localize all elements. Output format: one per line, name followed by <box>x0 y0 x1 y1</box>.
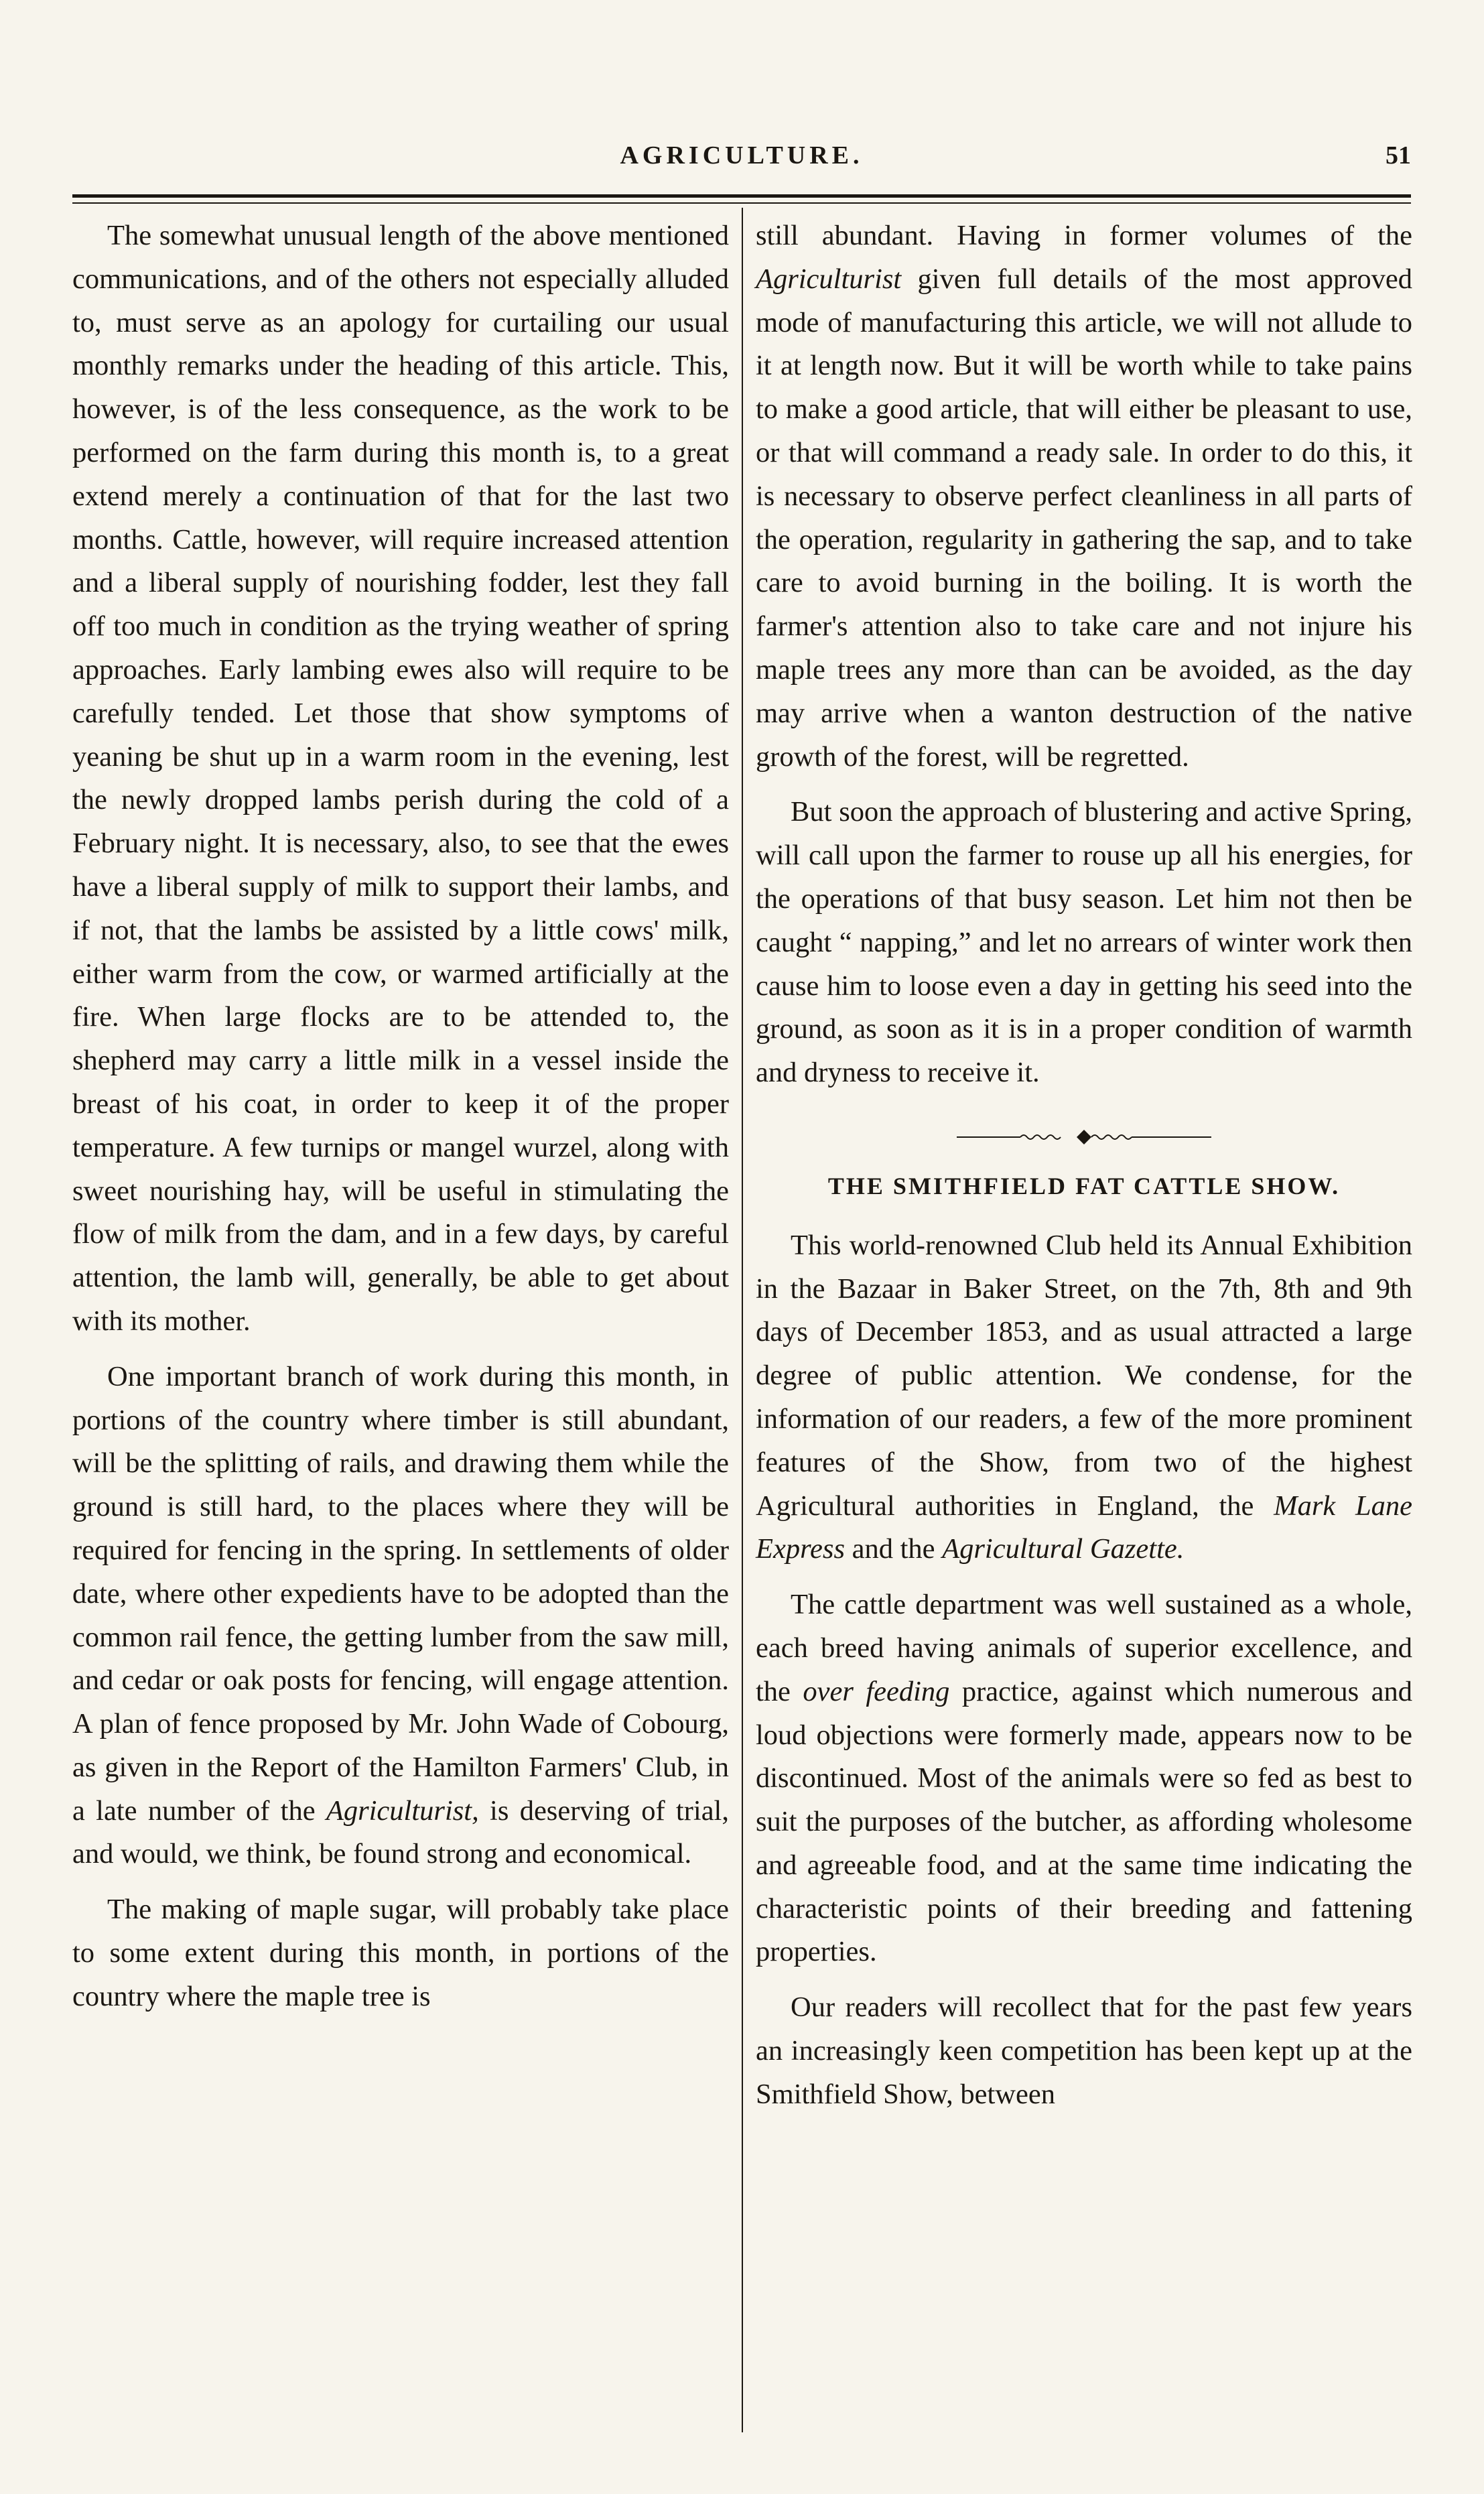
paragraph-livestock-care: The somewhat unusual length of the above mentioned communications, and of the others not especially alluded to, must serve as an apology for curtailing our usual monthly remarks under the heading of this article. This, however, is of the less consequence, as the work to be performed on the farm during this month is, to a great extend merely a continuation of that for the last two months. Cattle, however, will require increased attention and a liberal supply of nourishing fodder, lest they fall off too much in condition as the trying weather of spring approaches. Early lambing ewes also will require to be carefully tended. Let those that show symptoms of yeaning be shut up in a warm room in the evening, lest the newly dropped lambs perish during the cold of a February night. It is necessary, also, to see that the ewes have a liberal supply of milk to support their lambs, and if not, that the lambs be assisted by a little cows' milk, either warm from the cow, or warmed artificially at the fire. When large flocks are to be attended to, the shepherd may carry a little milk in a vessel inside the breast of his coat, in order to keep it of the proper temperature. A few turnips or mangel wurzel, along with sweet nourishing hay, will be useful in stimulating the flow of milk from the dam, and in a few days, by careful attention, the lamb will, generally, be able to get about with its mother. <box>72 220 729 1337</box>
publication-title: Agriculturist, <box>326 1794 479 1827</box>
running-head-title: AGRICULTURE. <box>620 141 864 170</box>
paragraph-fencing: One important branch of work during this month, in portions of the country where timber is still abundant, will be the splitting of rails, and drawing them while the ground is still hard, to the places where they will be required for fencing in the spring. In settlements of older date, where other expedients have to be adopted than the common rail fence, the getting lumber from the saw mill, and cedar or oak posts for fencing, will engage attention. A plan of fence proposed by Mr. John Wade of Cobourg, as given in the Report of the Hamilton Farmers' Club, in a late number of the Agriculturist, is deserving of trial, and would, we think, be found strong and economical. <box>72 1360 729 1870</box>
publication-title: Mark Lane Express <box>756 1490 1412 1565</box>
magazine-page <box>72 101 1411 2432</box>
paragraph-cattle-show-intro: This world-renowned Club held its Annual Exhibition in the Bazaar in Baker Street, on the 7th, 8th and 9th days of December 1853, and as usual attracted a large degree of public attention. We condense, for the information of our readers, a few of the more prominent features of the Show, from two of the highest Agricultural authorities in England, the Mark Lane Express and the Agricultural Gazette. <box>756 1229 1412 1565</box>
section-heading: THE SMITHFIELD FAT CATTLE SHOW. <box>827 1172 1341 1199</box>
paragraph-competition: Our readers will recollect that for the past few years an increasingly keen competition has been kept up at the Smithfield Show, between <box>756 1991 1412 2110</box>
emphasized-phrase: over feeding <box>803 1675 950 1707</box>
paragraph-maple-sugar-continued: still abundant. Having in former volumes of the Agriculturist given full details of the most approved mode of manufacturing this article, we will not allude to it at length now. But it will be worth while to take pains to make a good article, that will either be pleasant to use, or that will command a ready sale. In order to do this, it is necessary to observe perfect cleanliness in all parts of the operation, regularity in gathering the sap, and to take care to avoid burning in the boiling. It is worth the farmer's attention also to take care and not injure his maple trees any more than can be avoided, as the day may arrive when a wanton destruction of the native growth of the forest, will be regretted. <box>756 220 1412 773</box>
publication-title: Agriculturist <box>756 263 902 295</box>
column-divider-rule <box>742 208 743 2432</box>
section-ornament <box>756 1122 1412 1148</box>
publication-title: Agricultural Gazette. <box>942 1533 1185 1565</box>
ornamental-rule-icon <box>957 1127 1211 1147</box>
header-double-rule <box>72 194 1411 204</box>
paragraph-spring-work: But soon the approach of blustering and active Spring, will call upon the farmer to rouse up all his energies, for the operations of that busy season. Let him not then be caught “ napping,” and let no arrears of winter work then cause him to loose even a day in getting his seed into the ground, as soon as it is in a proper condition of warmth and dryness to receive it. <box>756 796 1412 1089</box>
running-head <box>72 141 1411 181</box>
page-number: 51 <box>1386 141 1411 170</box>
paragraph-maple-sugar: The making of maple sugar, will probably take place to some extent during this month, in portions of the country where the maple tree is <box>72 1894 729 2012</box>
paragraph-cattle-department: The cattle department was well sustained as a whole, each breed having animals of superior excellence, and the over feeding practice, against which numerous and loud objections were formerly made, appears now to be discontinued. Most of the animals were so fed as best to suit the purposes of the butcher, as affording wholesome and agreeable food, and at the same time indicating the characteristic points of their breeding and fattening properties. <box>756 1589 1413 1968</box>
left-column <box>72 214 729 2031</box>
right-column <box>756 214 1412 2129</box>
